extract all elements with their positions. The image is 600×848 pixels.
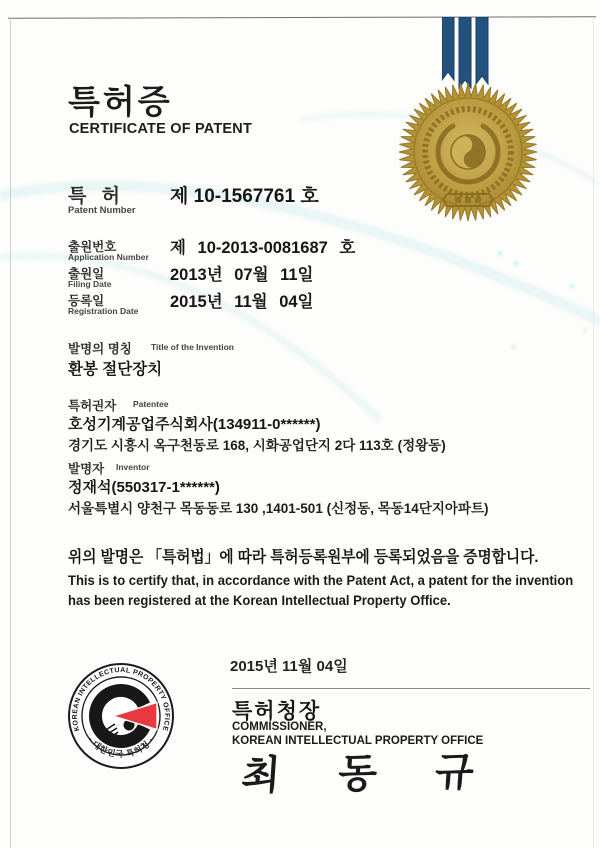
patentee-address: 경기도 시흥시 옥구천동로 168, 시화공업단지 2다 113호 (정왕동): [68, 438, 446, 453]
patent-number-value: 제 10-1567761 호: [170, 186, 319, 207]
commissioner-signature: 최 동 규: [239, 747, 498, 800]
application-number-label-en: Application Number: [68, 252, 149, 262]
kipo-round-seal-icon: [66, 661, 176, 771]
inventor-label: 발명자: [68, 462, 105, 476]
inventor-address: 서울특별시 양천구 목동동로 130 ,1401-501 (신정동, 목동14단지아파트): [68, 501, 489, 516]
patentee-label: 특허권자: [68, 399, 117, 413]
commissioner-title-ko: 특허청장: [232, 700, 322, 723]
invention-title-value: 환봉 절단장치: [68, 361, 163, 378]
page-title: 특허증: [68, 83, 173, 120]
signature-rule: [232, 688, 590, 689]
filing-date-label: 출원일: [68, 267, 105, 281]
application-number-label: 출원번호: [68, 240, 117, 254]
issue-date: 2015년 11월 04일: [230, 658, 348, 675]
invention-title-label: 발명의 명칭: [68, 342, 132, 356]
certification-statement-en-line1: This is to certify that, in accordance with the Patent Act, a patent for the invention: [68, 572, 574, 588]
gold-taegeuk-medal-icon: [398, 80, 538, 225]
registration-date-label-en: Registration Date: [68, 306, 139, 316]
registration-date-value: 2015년 11월 04일: [170, 293, 314, 311]
page-right-border: [593, 18, 594, 848]
seal-arc-bottom-text: · 대한민국 특허청 ·: [86, 734, 156, 760]
inventor-label-en: Inventor: [116, 462, 150, 472]
commissioner-title-en2: KOREAN INTELLECTUAL PROPERTY OFFICE: [232, 735, 484, 747]
page-top-border: [8, 16, 596, 19]
patentee-label-en: Patentee: [133, 399, 169, 409]
certification-statement-en-line2: has been registered at the Korean Intellectual Property Office.: [68, 592, 451, 608]
seal-arc-top-text: KOREAN INTELLECTUAL PROPERTY OFFICE: [71, 666, 171, 732]
filing-date-label-en: Filing Date: [68, 279, 112, 289]
filing-date-value: 2013년 07월 11일: [170, 266, 314, 284]
patentee-name: 호성기계공업주식회사(134911-0******): [68, 416, 321, 433]
patent-number-label-en: Patent Number: [68, 205, 136, 216]
page-left-border: [10, 18, 11, 848]
certification-statement-ko: 위의 발명은 「특허법」에 따라 특허등록원부에 등록되었음을 증명합니다.: [68, 549, 539, 566]
registration-date-label: 등록일: [68, 294, 105, 308]
application-number-value: 제 10-2013-0081687 호: [170, 239, 356, 257]
patent-number-label: 특 허: [68, 186, 125, 207]
inventor-name: 정재석(550317-1******): [68, 479, 220, 496]
page-subtitle: CERTIFICATE OF PATENT: [69, 121, 253, 137]
certification-statement-en: [68, 570, 573, 610]
commissioner-title-en1: COMMISSIONER,: [232, 721, 327, 733]
invention-title-label-en: Title of the Invention: [151, 342, 234, 352]
